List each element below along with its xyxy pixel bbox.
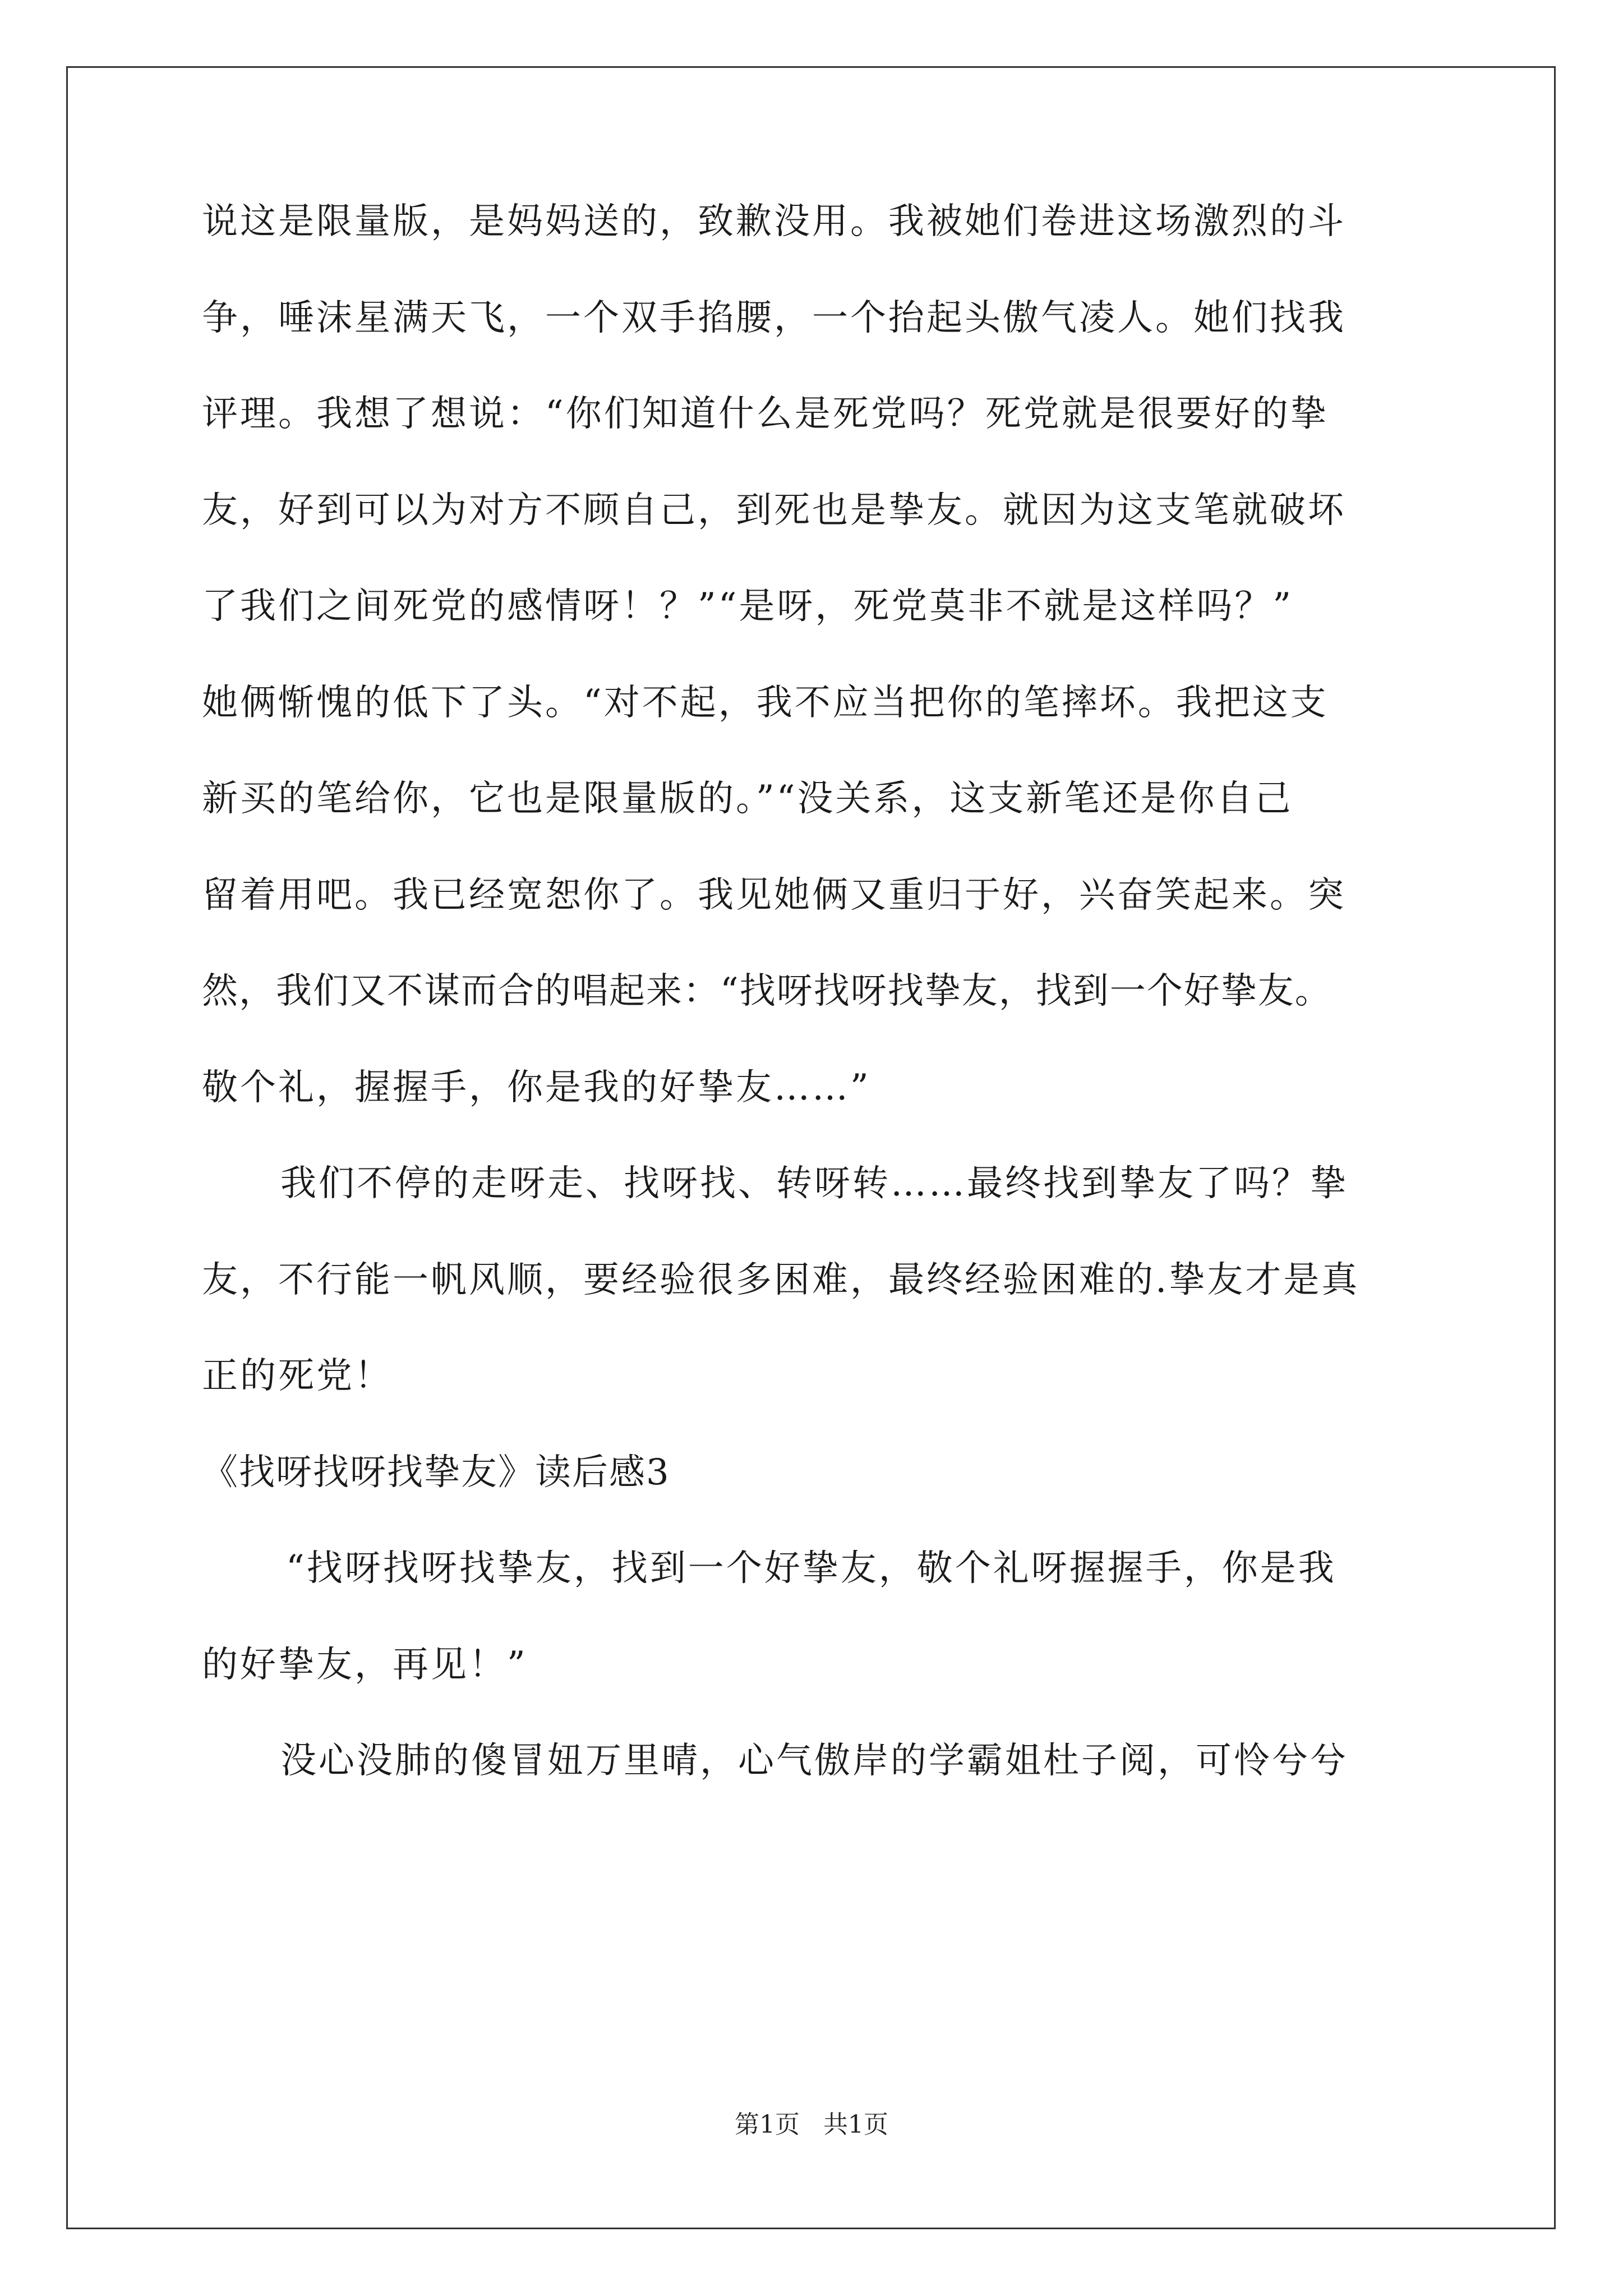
- text-line: 友，好到可以为对方不顾自己，到死也是挚友。就因为这支笔就破坏: [202, 489, 1346, 531]
- text-line: 留着用吧。我已经宽恕你了。我见她俩又重归于好，兴奋笑起来。突: [202, 874, 1346, 916]
- text-line: 争，唾沫星满天飞，一个双手掐腰，一个抬起头傲气凌人。她们找我: [202, 297, 1346, 339]
- text-line: 正的死党！: [202, 1355, 393, 1397]
- text-line: 新买的笔给你，它也是限量版的。”“没关系，这支新笔还是你自己: [202, 778, 1293, 820]
- page-number-current: 第1页: [735, 2110, 800, 2139]
- text-line: 她俩惭愧的低下了头。“对不起，我不应当把你的笔摔坏。我把这支: [202, 682, 1329, 724]
- text-line: 说这是限量版，是妈妈送的，致歉没用。我被她们卷进这场激烈的斗: [202, 201, 1346, 242]
- section-heading: 《找呀找呀找挚友》读后感3: [202, 1451, 670, 1493]
- text-line: 敬个礼，握握手，你是我的好挚友……”: [202, 1066, 871, 1108]
- text-line: 友，不行能一帆风顺，要经验很多困难，最终经验困难的.挚友才是真: [202, 1259, 1360, 1301]
- document-body: [202, 199, 1464, 1835]
- page-footer: [0, 2109, 1623, 2141]
- text-line: 评理。我想了想说：“你们知道什么是死党吗？死党就是很要好的挚: [202, 393, 1329, 435]
- page-number-total: 共1页: [823, 2110, 888, 2139]
- text-line: 的好挚友，再见！”: [202, 1644, 528, 1686]
- paragraph-start-line: “找呀找呀找挚友，找到一个好挚友，敬个礼呀握握手，你是我: [286, 1548, 1336, 1589]
- text-line: 然，我们又不谋而合的唱起来：“找呀找呀找挚友，找到一个好挚友。: [202, 970, 1332, 1012]
- paragraph-start-line: 我们不停的走呀走、找呀找、转呀转……最终找到挚友了吗？挚: [280, 1163, 1348, 1204]
- text-line: 了我们之间死党的感情呀！？”“是呀，死党莫非不就是这样吗？”: [202, 586, 1294, 627]
- paragraph-start-line: 没心没肺的傻冒妞万里晴，心气傲岸的学霸姐杜子阅，可怜兮兮: [280, 1740, 1348, 1782]
